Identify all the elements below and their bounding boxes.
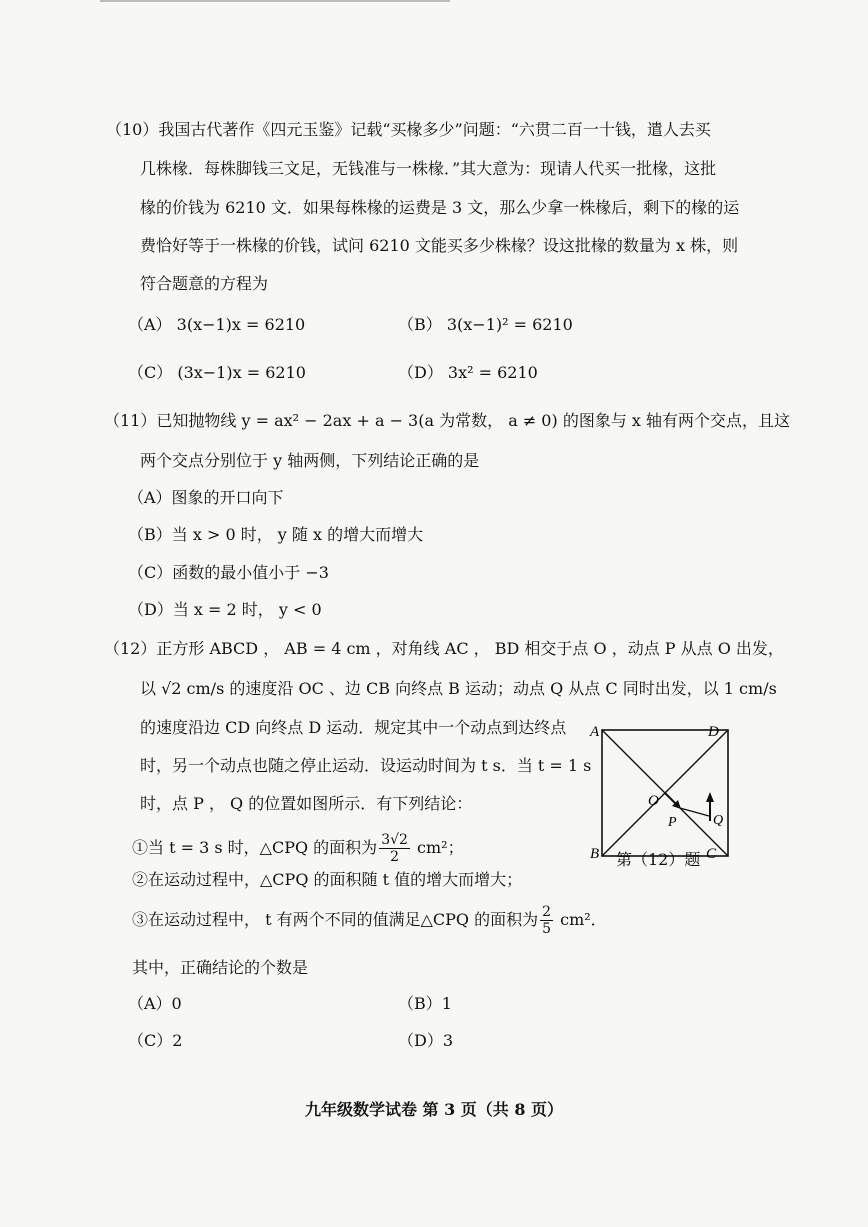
q12-line-1: （12）正方形 ABCD ， AB = 4 cm ，对角线 AC ， BD 相交于点 O ，动点 P 从点 O 出发， <box>104 639 784 658</box>
q11-line-2: 两个交点分别位于 y 轴两侧，下列结论正确的是 <box>140 451 480 470</box>
q12-statement-3 <box>132 900 607 940</box>
stmt1-unit: cm²； <box>411 838 464 857</box>
arrow-q-head <box>706 792 714 802</box>
q12-option-d: （D）3 <box>398 1031 454 1050</box>
q10-line-4: 费恰好等于一株椽的价钱，试问 6210 文能买多少株椽？设这批椽的数量为 x 株，则 <box>140 236 739 255</box>
q11-line-1: （11）已知抛物线 y = ax² − 2ax + a − 3(a 为常数， a ≠ 0) 的图象与 x 轴有两个交点，且这 <box>104 411 791 430</box>
q12-line-4: 时，另一个动点也随之停止运动．设运动时间为 t s．当 t = 1 s <box>140 756 592 775</box>
q10-line-2: 几株椽．每株脚钱三文足，无钱准与一株椽．”其大意为：现请人代买一批椽，这批 <box>140 159 717 178</box>
q12-prompt: 其中，正确结论的个数是 <box>132 958 309 977</box>
stmt3-fraction <box>540 904 553 937</box>
stmt3-numerator: 2 <box>542 904 552 920</box>
q12-line-2: 以 √2 cm/s 的速度沿 OC 、边 CB 向终点 B 运动；动点 Q 从点 C 同时出发，以 1 cm/s <box>140 679 777 698</box>
label-p: P <box>668 815 677 830</box>
q11-option-a: （A）图象的开口向下 <box>128 488 284 507</box>
stmt3-text: ③在运动过程中， t 有两个不同的值满足△CPQ 的面积为 <box>132 910 539 929</box>
q10-line-5: 符合题意的方程为 <box>140 274 269 293</box>
stmt3-unit: cm²． <box>555 910 607 929</box>
label-d: D <box>708 724 719 740</box>
q10-line-1: （10）我国古代著作《四元玉鉴》记载“买椽多少”问题：“六贯二百一十钱，遣人去买 <box>106 120 711 139</box>
q12-statement-2: ②在运动过程中，△CPQ 的面积随 t 值的增大而增大； <box>132 870 523 889</box>
q12-statement-1 <box>132 828 464 868</box>
stmt1-fraction <box>379 832 410 865</box>
stmt1-denominator: 2 <box>390 849 400 865</box>
q11-option-b: （B）当 x > 0 时， y 随 x 的增大而增大 <box>128 525 424 544</box>
q12-option-b: （B）1 <box>398 994 452 1013</box>
q10-option-d: （D） 3x² = 6210 <box>398 363 538 382</box>
stmt1-numerator: 3√2 <box>381 832 408 848</box>
q12-option-c: （C）2 <box>128 1031 183 1050</box>
page-footer: 九年级数学试卷 第 3 页（共 8 页） <box>304 1100 564 1119</box>
label-c: C <box>706 846 717 862</box>
q12-line-3: 的速度沿边 CD 向终点 D 运动．规定其中一个动点到达终点 <box>140 718 567 737</box>
q10-option-b: （B） 3(x−1)² = 6210 <box>398 315 573 334</box>
label-b: B <box>590 846 600 862</box>
top-edge-line <box>100 0 450 2</box>
q12-option-a: （A）0 <box>128 994 182 1013</box>
q11-option-d: （D）当 x = 2 时， y < 0 <box>128 600 322 619</box>
q10-line-3: 椽的价钱为 6210 文．如果每株椽的运费是 3 文，那么少拿一株椽后，剩下的椽的运 <box>140 198 740 217</box>
q10-option-c: （C） (3x−1)x = 6210 <box>128 363 306 382</box>
stmt1-text: ①当 t = 3 s 时，△CPQ 的面积为 <box>132 838 378 857</box>
label-a: A <box>590 724 600 740</box>
figure-caption: 第（12）题 <box>616 850 701 869</box>
q12-line-5: 时，点 P ， Q 的位置如图所示．有下列结论： <box>140 794 473 813</box>
stmt3-denominator: 5 <box>542 921 552 937</box>
label-o: O <box>648 793 659 809</box>
q10-option-a: （A） 3(x−1)x = 6210 <box>128 315 306 334</box>
label-q: Q <box>713 813 724 828</box>
q11-option-c: （C）函数的最小值小于 −3 <box>128 563 329 582</box>
